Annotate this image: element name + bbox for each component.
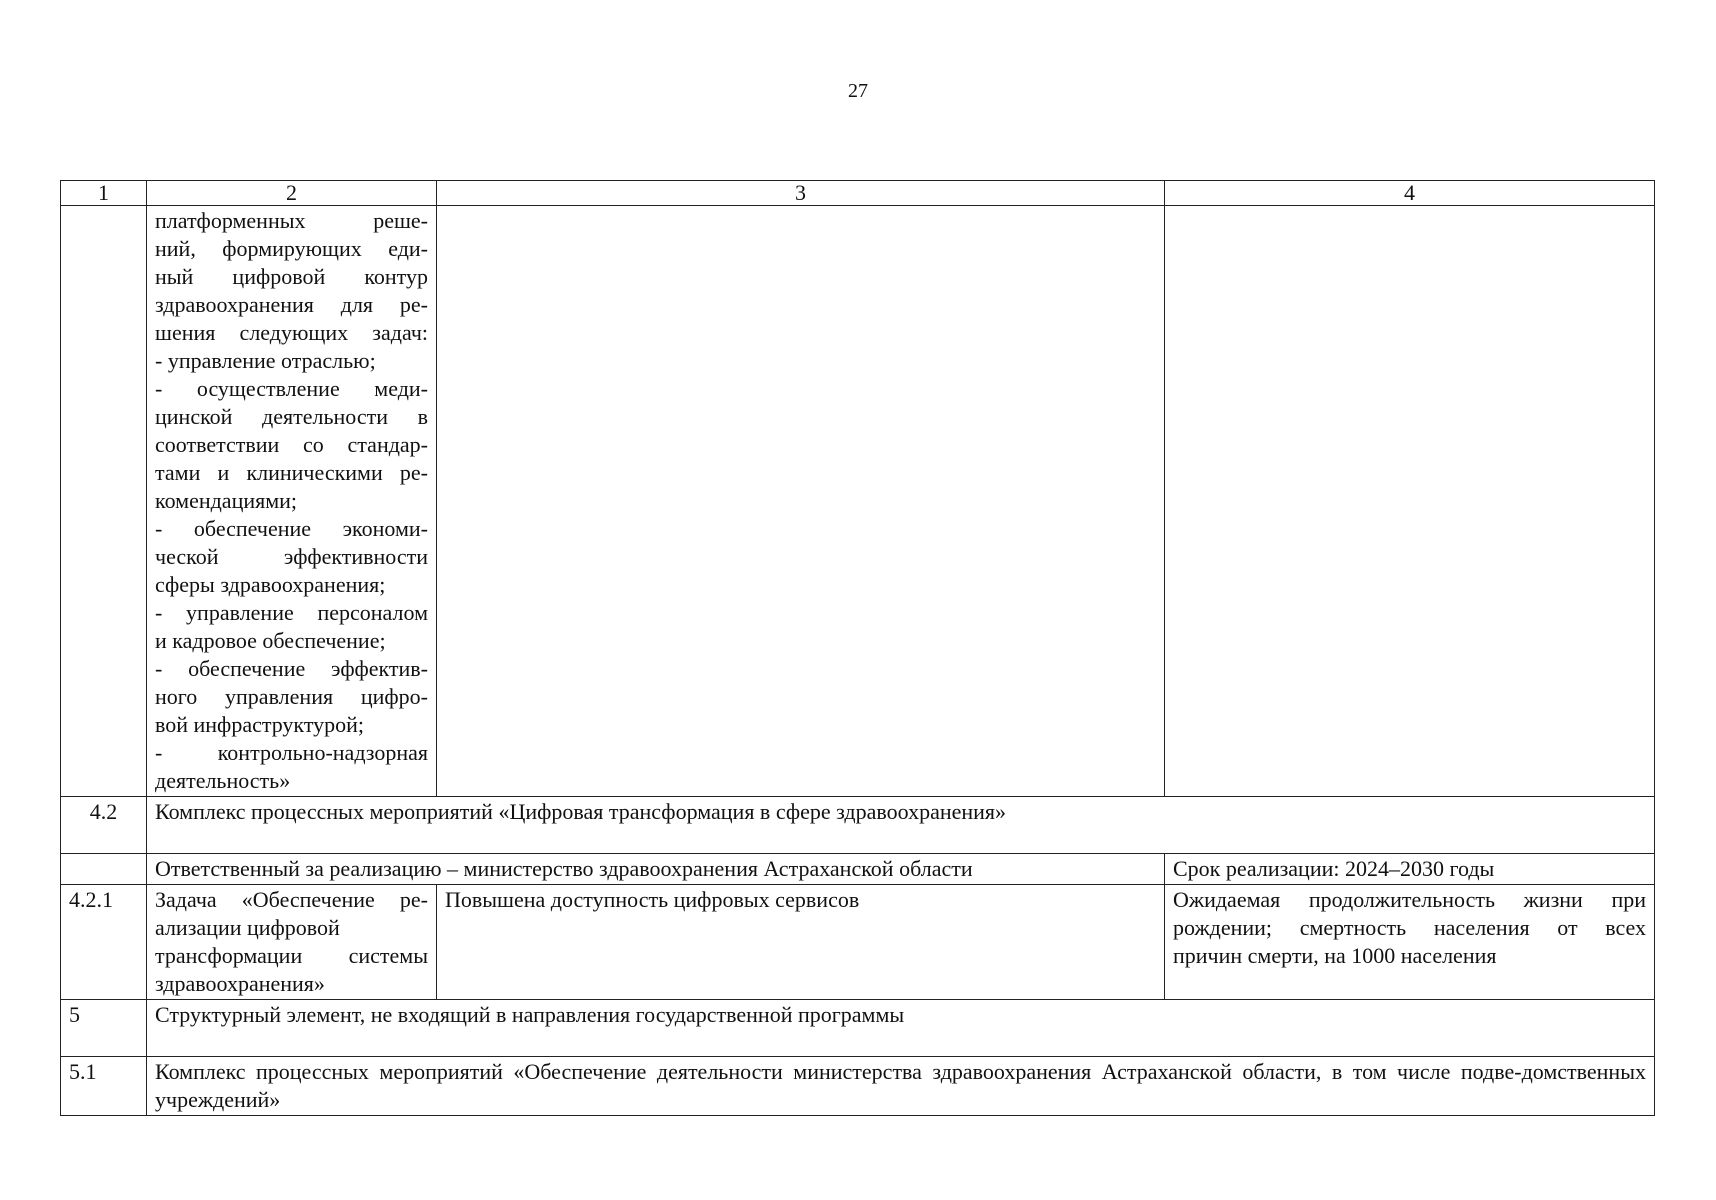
- table-row-5-1: [61, 1057, 1655, 1116]
- task-cell: [147, 885, 437, 1000]
- row-number: 5: [61, 1000, 147, 1057]
- result-cell: Повышена доступность цифровых сервисов: [437, 885, 1165, 1000]
- continuation-description-cell: [147, 206, 437, 797]
- task-line: трансформации системы: [155, 943, 428, 968]
- table-row-continuation: [61, 206, 1655, 797]
- table-row-4-2-1: [61, 885, 1655, 1000]
- description-line: сферы здравоохранения;: [155, 572, 386, 597]
- description-line: - контрольно-надзорная: [155, 740, 428, 765]
- term-cell: Срок реализации: 2024–2030 годы: [1165, 854, 1655, 885]
- continuation-num-cell: [61, 206, 147, 797]
- description-line: ний, формирующих еди-: [155, 236, 428, 261]
- indicator-cell: [1165, 885, 1655, 1000]
- description-line: шения следующих задач:: [155, 320, 428, 345]
- description-line: здравоохранения для ре-: [155, 292, 428, 317]
- description-line: деятельность»: [155, 768, 291, 793]
- empty-num-cell: [61, 854, 147, 885]
- header-cell-4: 4: [1165, 181, 1655, 206]
- section-title: Структурный элемент, не входящий в направления государственной программы: [147, 1000, 1655, 1057]
- row-number: 4.2.1: [61, 885, 147, 1000]
- row-number: 4.2: [61, 797, 147, 854]
- table-row-responsible: [61, 854, 1655, 885]
- indicator-line: Ожидаемая продолжительность жизни при: [1173, 887, 1646, 912]
- description-line: цинской деятельности в: [155, 404, 428, 429]
- description-line: ный цифровой контур: [155, 264, 428, 289]
- continuation-indicator-cell: [1165, 206, 1655, 797]
- table-header-row: [61, 181, 1655, 206]
- table-row-5: [61, 1000, 1655, 1057]
- description-line: тами и клиническими ре-: [155, 460, 428, 485]
- header-cell-3: 3: [437, 181, 1165, 206]
- task-line: Задача «Обеспечение ре-: [155, 887, 428, 912]
- description-line: - осуществление меди-: [155, 376, 428, 401]
- row-number: 5.1: [61, 1057, 147, 1116]
- task-line: здравоохранения»: [155, 971, 325, 996]
- description-line: - обеспечение эффектив-: [155, 656, 428, 681]
- description-line: - управление отраслью;: [155, 348, 376, 373]
- indicator-line: рождении; смертность населения от всех: [1173, 915, 1646, 940]
- description-line: вой инфраструктурой;: [155, 712, 365, 737]
- description-line: платформенных реше-: [155, 208, 428, 233]
- description-line: ческой эффективности: [155, 544, 428, 569]
- description-line: соответствии со стандар-: [155, 432, 428, 457]
- table-row-4-2: [61, 797, 1655, 854]
- page-number: 27: [848, 80, 868, 102]
- header-cell-2: 2: [147, 181, 437, 206]
- header-cell-1: 1: [61, 181, 147, 206]
- task-line: ализации цифровой: [155, 915, 340, 940]
- section-title: Комплекс процессных мероприятий «Цифровая трансформация в сфере здравоохранения»: [147, 797, 1655, 854]
- continuation-result-cell: [437, 206, 1165, 797]
- program-table: [60, 180, 1655, 1116]
- description-line: - обеспечение экономи-: [155, 516, 428, 541]
- description-line: - управление персоналом: [155, 600, 428, 625]
- description-line: комендациями;: [155, 488, 298, 513]
- indicator-line: причин смерти, на 1000 населения: [1173, 943, 1497, 968]
- description-line: и кадровое обеспечение;: [155, 628, 386, 653]
- description-line: ного управления цифро-: [155, 684, 428, 709]
- responsible-cell: Ответственный за реализацию – министерство здравоохранения Астраханской области: [147, 854, 1165, 885]
- section-title: Комплекс процессных мероприятий «Обеспечение деятельности министерства здравоохранения Астраханской области, в том числе подве-домственных учреждений»: [147, 1057, 1655, 1116]
